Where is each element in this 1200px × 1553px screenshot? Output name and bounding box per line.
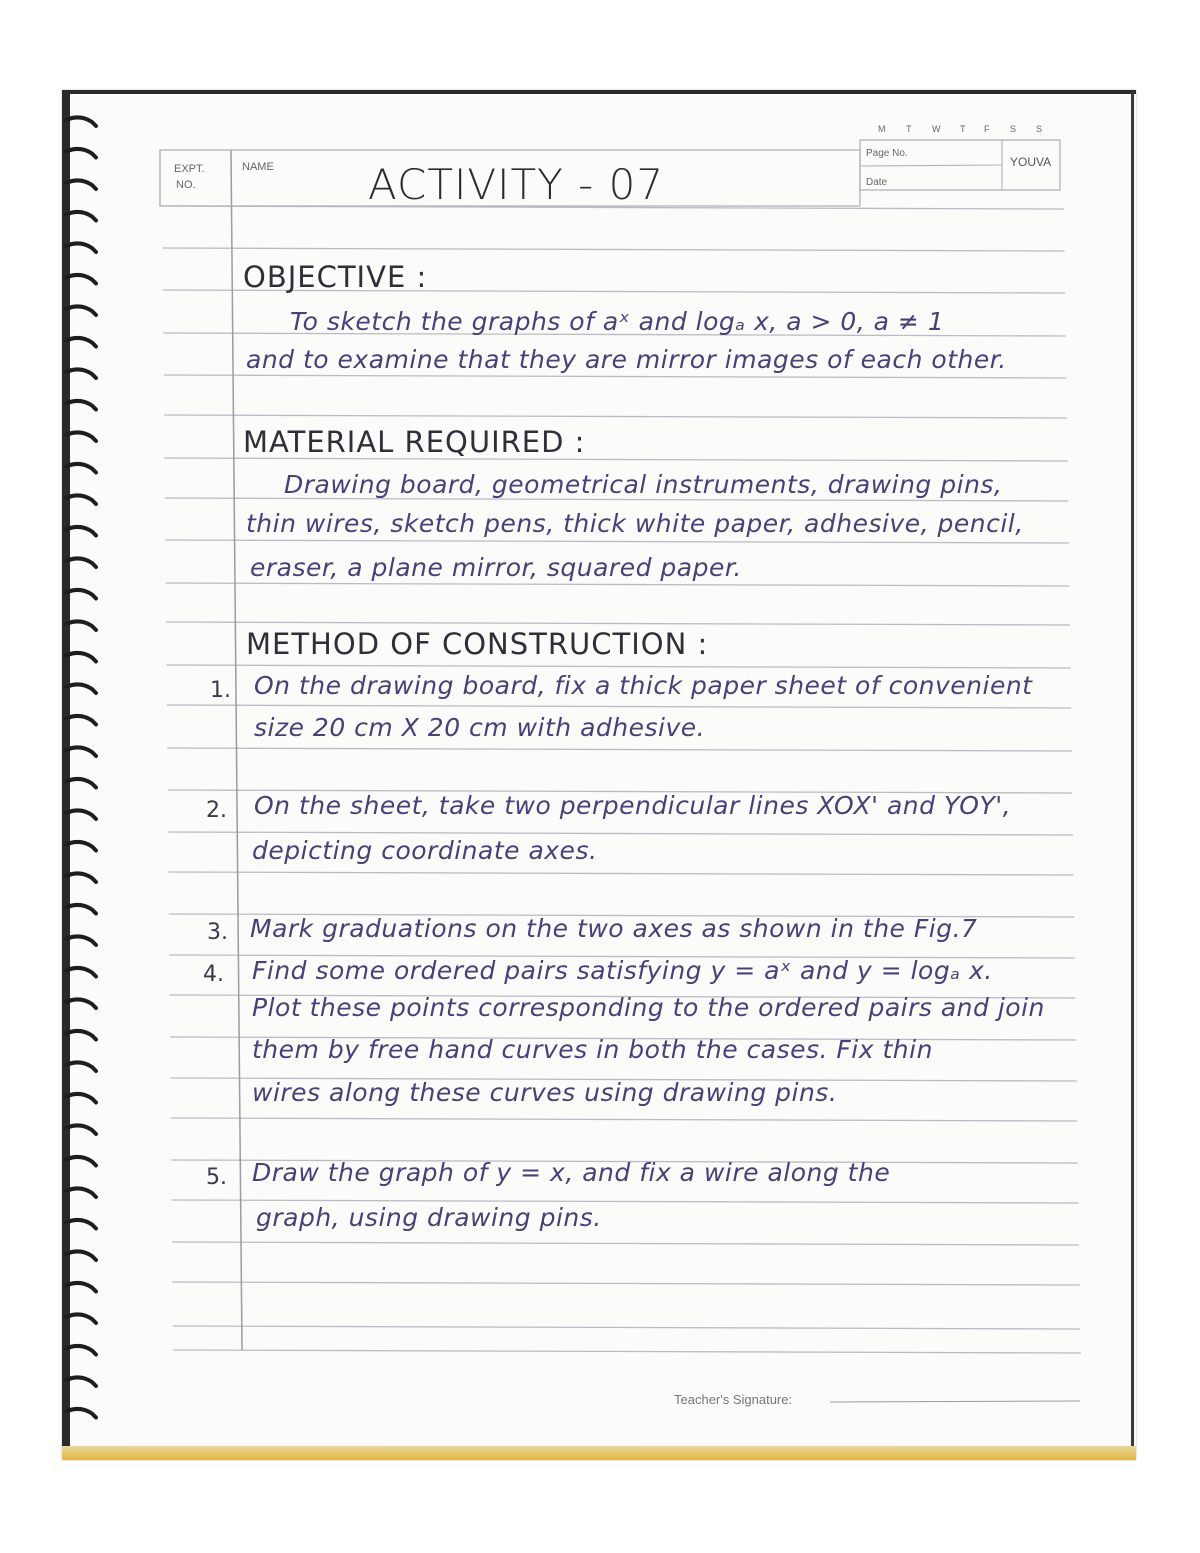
day-f: F	[984, 124, 990, 134]
objective-heading: OBJECTIVE :	[243, 260, 428, 294]
step-4-number: 4.	[203, 962, 224, 987]
day-m: M	[878, 124, 886, 134]
day-s2: S	[1036, 124, 1043, 134]
step-5-line-2: graph, using drawing pins.	[256, 1203, 602, 1232]
material-line-1: Drawing board, geometrical instruments, drawing pins,	[284, 470, 1003, 499]
day-w: W	[932, 124, 941, 134]
step-1-line-2: size 20 cm X 20 cm with adhesive.	[254, 713, 706, 742]
brand-logo: YOUVA	[1010, 155, 1052, 169]
step-1-line-1: On the drawing board, fix a thick paper sheet of convenient	[254, 671, 1033, 700]
objective-line-1: To sketch the graphs of aˣ and logₐ x, a > 0, a ≠ 1	[290, 307, 945, 336]
page-title: ACTIVITY - 07	[368, 160, 665, 209]
objective-line-2: and to examine that they are mirror images of each other.	[246, 345, 1007, 374]
step-4-line-2: Plot these points corresponding to the ordered pairs and join	[252, 993, 1045, 1022]
day-t2: T	[960, 124, 966, 134]
no-label: NO.	[176, 179, 196, 191]
material-heading: MATERIAL REQUIRED :	[243, 425, 586, 459]
step-3-number: 3.	[207, 920, 228, 945]
weekday-row	[878, 124, 1048, 138]
step-4-line-4: wires along these curves using drawing pins.	[252, 1078, 838, 1107]
day-t: T	[906, 124, 912, 134]
material-line-3: eraser, a plane mirror, squared paper.	[250, 553, 742, 582]
page-no-label: Page No.	[866, 148, 908, 159]
material-line-2: thin wires, sketch pens, thick white paper, adhesive, pencil,	[246, 509, 1024, 538]
step-2-line-1: On the sheet, take two perpendicular lines XOX' and YOY',	[254, 791, 1012, 820]
step-5-line-1: Draw the graph of y = x, and fix a wire along the	[252, 1158, 891, 1187]
step-4-line-3: them by free hand curves in both the cases. Fix thin	[252, 1035, 933, 1064]
step-5-number: 5.	[206, 1165, 227, 1190]
name-label: NAME	[242, 161, 274, 173]
teacher-signature-label: Teacher's Signature:	[674, 1392, 793, 1407]
step-4-line-1: Find some ordered pairs satisfying y = aˣ and y = logₐ x.	[252, 956, 993, 985]
step-2-number: 2.	[206, 798, 227, 823]
step-1-number: 1.	[210, 678, 231, 703]
expt-label: EXPT.	[174, 163, 205, 175]
method-heading: METHOD OF CONSTRUCTION :	[246, 627, 709, 661]
step-2-line-2: depicting coordinate axes.	[252, 836, 598, 865]
day-s: S	[1010, 124, 1017, 134]
step-3-line-1: Mark graduations on the two axes as shown in the Fig.7	[250, 914, 978, 943]
date-label: Date	[866, 177, 888, 188]
